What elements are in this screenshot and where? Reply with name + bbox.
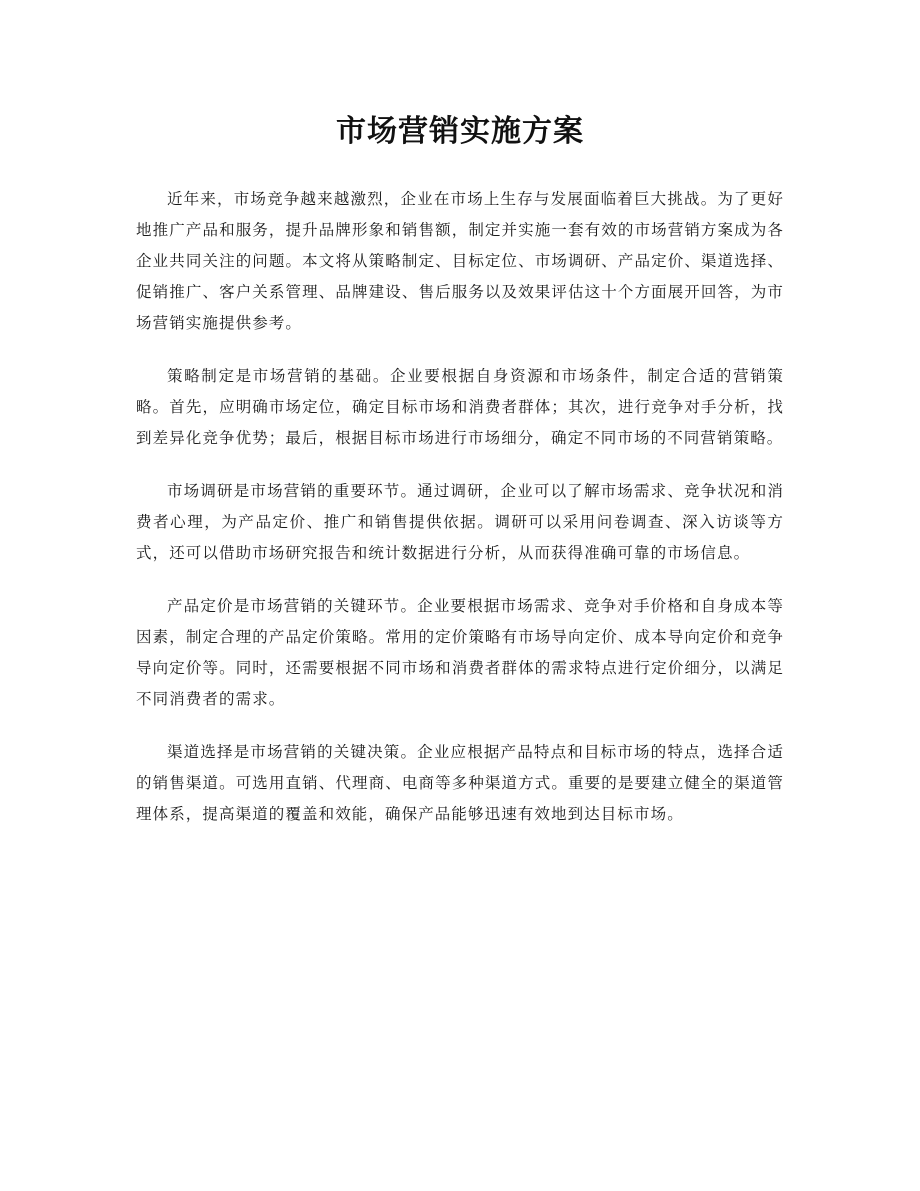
paragraph-intro: 近年来，市场竞争越来越激烈，企业在市场上生存与发展面临着巨大挑战。为了更好地推广产品和服务，提升品牌形象和销售额，制定并实施一套有效的市场营销方案成为各企业共同关注的问题。本文将从策略制定、目标定位、市场调研、产品定价、渠道选择、促销推广、客户关系管理、品牌建设、售后服务以及效果评估这十个方面展开回答，为市场营销实施提供参考。 (136, 190, 784, 332)
paragraph-research: 市场调研是市场营销的重要环节。通过调研，企业可以了解市场需求、竞争状况和消费者心理，为产品定价、推广和销售提供依据。调研可以采用问卷调查、深入访谈等方式，还可以借助市场研究报告和统计数据进行分析，从而获得准确可靠的市场信息。 (136, 482, 784, 562)
paragraph-pricing: 产品定价是市场营销的关键环节。企业要根据市场需求、竞争对手价格和自身成本等因素，制定合理的产品定价策略。常用的定价策略有市场导向定价、成本导向定价和竞争导向定价等。同时，还需要根据不同市场和消费者群体的需求特点进行定价细分，以满足不同消费者的需求。 (136, 597, 784, 708)
paragraph-channels: 渠道选择是市场营销的关键决策。企业应根据产品特点和目标市场的特点，选择合适的销售渠道。可选用直销、代理商、电商等多种渠道方式。重要的是要建立健全的渠道管理体系，提高渠道的覆盖和效能，确保产品能够迅速有效地到达目标市场。 (136, 743, 784, 823)
document-title: 市场营销实施方案 (336, 114, 584, 149)
document-body (136, 184, 784, 852)
paragraph-strategy: 策略制定是市场营销的基础。企业要根据自身资源和市场条件，制定合适的营销策略。首先，应明确市场定位，确定目标市场和消费者群体；其次，进行竞争对手分析，找到差异化竞争优势；最后，根据目标市场进行市场细分，确定不同市场的不同营销策略。 (136, 367, 784, 447)
